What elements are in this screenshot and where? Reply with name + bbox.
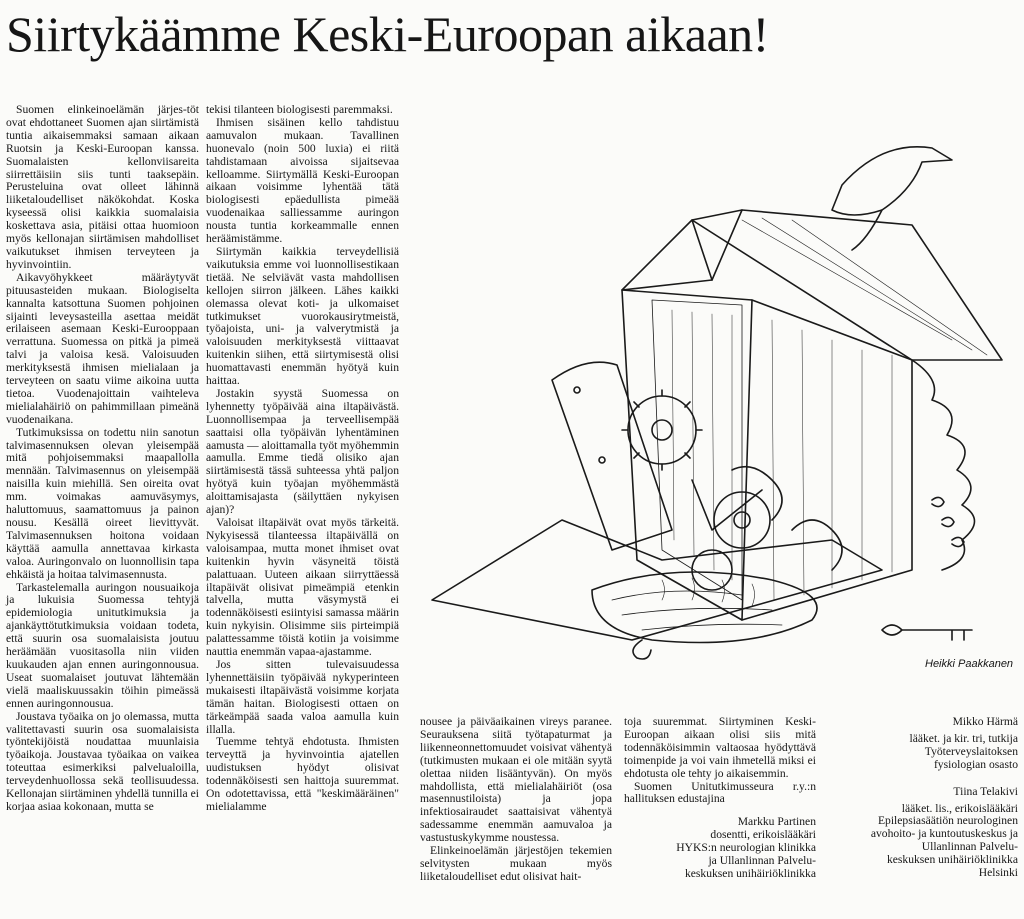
paragraph: Aikavyöhykkeet määräytyvät pituusasteiden mukaan. Biologiselta kannalta katsottuna Suomen pohjoinen sijainti leveysasteilla asettaa meidät erilaiseen asemaan Keski-Eurooppaan verrattuna. Suomessa on pitkä ja pimeä talvi ja valoisa kesä. Valoisuuden merkityksestä ihmisen mielialaan ja terveyteen on saatu viime aikoina uutta tietoa. Vuodenajoittain vaihteleva mielialahäiriö on pahimmillaan pimeänä vuodenaikana.: [6, 270, 199, 426]
paragraph: Suomen elinkeinoelämän järjes-töt ovat ehdottaneet Suomen ajan siirtämistä tuntia aikaisemmaksi samaan aikaan Ruotsin ja Keski-Euroopan kanssa. Suomalaisten kellonviisareita siirrettäisiin siis tunti taaksepäin. Perusteluina ovat olleet lähinnä liiketaloudelliset näkökohdat. Koska kyseessä olisi kaikkia suomalaisia koskettava asia, pitäisi ottaa huomioon myös kellonajan siirtämisen mahdolliset vaikutukset ihmisen terveyteen ja hyvinvointiin.: [6, 103, 199, 271]
signature-title: avohoito- ja kuntoutuskeskus ja: [870, 827, 1018, 841]
article-column-2: [206, 104, 399, 814]
paragraph: Elinkeinoelämän järjestöjen tekemien selvitysten mukaan myös liiketaloudelliset edut olisivat hait-: [420, 844, 612, 883]
paragraph: Jos sitten tulevaisuudessa lyhennettäisiin työpäivää nykyperinteen mukaisesti iltapäivästä voisimme korjata tämän haitan. Biologisesti ottaen on tärkeämpää saada valoa aamulla kuin illalla.: [206, 657, 399, 736]
headline: Siirtykäämme Keski-Euroopan aikaan!: [6, 6, 769, 62]
signature-title: keskuksen unihäiriöklinikka: [684, 866, 816, 880]
illustration-credit: Heikki Paakkanen: [925, 658, 1014, 670]
paragraph: Valoisat iltapäivät ovat myös tärkeitä. Nykyisessä tilanteessa iltapäivällä on valoisampaa, mutta monet ihmiset ovat kuitenkin hyvin väsyneitä töistä palattuaan. Uuteen aikaan siirryttäessä iltapäivät olisivat pimeämpiä etenkin talvella, mutta väsymystä ei todennäköisesti esiintyisi samassa määrin kuin nykyisin. Olisimme siis pirteimpiä palattessamme töistä kotiin ja voisimme nauttia enemmän vapaa-ajastamme.: [206, 516, 399, 659]
signature-name: Tiina Telakivi: [953, 784, 1018, 798]
article-column-5: [836, 716, 1018, 880]
signature-name: Mikko Härmä: [952, 715, 1018, 728]
paragraph: Siirtymän kaikkia terveydellisiä vaikutuksia emme voi luonnollisestikaan tietää. Ne selviävät vasta mahdollisen kellojen siirron jälkeen. Lähes kaikki olemassa olevat koti- ja ulkomaiset tutkimukset vuorokausirytmeistä, työajoista, uni- ja valverytmistä ja valoisuuden merkityksestä viittaavat kuitenkin siihen, että siirtymisestä olisi huomattavasti enemmän hyötyä kuin haittaa.: [206, 244, 399, 388]
roof-shape: [692, 210, 1002, 360]
article-column-3: [420, 716, 612, 884]
paragraph: Ihmisen sisäinen kello tahdistuu aamuvalon mukaan. Tavallinen huonevalo (noin 500 luxia) ei riitä tahdistamaan aivoissa sijaitsevaa kelloamme. Siirtymällä Keski-Euroopan aikaan voisimme lyhentää tätä biologisesti epäedullista pimeää vuodenaikaa salliessamme auringon nousta tuntia korkeammalle ennen heräämistämme.: [206, 115, 399, 246]
signature-title: lääket. lis., erikoislääkäri: [901, 801, 1018, 815]
article-column-1: [6, 104, 199, 814]
chain-shape: [932, 497, 964, 546]
paragraph: Tuemme tehtyä ehdotusta. Ihmisten terveyttä ja hyvinvointia ajatellen uudistuksen hyödyt olisivat todennäköisesti sen haittoja suuremmat. On odotettavissa, että "keskimääräinen" mielialamme: [206, 735, 399, 813]
signature-title: lääket. ja kir. tri, tutkija: [909, 731, 1018, 745]
paragraph: Suomen Unitutkimusseura r.y.:n hallituksen edustajina: [624, 779, 816, 806]
signature-title: Työterveyslaitoksen: [924, 744, 1018, 758]
paragraph: Tutkimuksissa on todettu niin sanotun talvimasennuksen olevan yleisempää mitä pohjoisemmaksi maapallolla mennään. Talvimasennus on yleisempää naisilla kuin miehillä. Sen oireita ovat mm. voimakas aamuväsymys, haluttomuus, saamattomuus ja painon nousu. Kesällä oireet lievittyvät. Talvimasennuksen hoitona voidaan käyttää aamulla annettavaa kirkasta valoa. Auringonvalo on luonnollisin tapa ehkäistä ja hoitaa talvimasennusta.: [6, 425, 199, 581]
paragraph: Tarkastelemalla auringon nousuaikoja ja lukuisia Suomessa tehtyjä epidemiologia unitutkimuksia ja ajankäyttötutkimuksia voidaan todeta, että suurin osa suomalaisista joutuu heräämään vuositasolla niin viiden kuukauden ajan ennen auringonnousua. Useat suomalaiset joutuvat lähtemään vielä maaliskuussakin töihin pimeässä ennen auringonnousua.: [6, 580, 199, 710]
signature-title: Ullanlinnan Palvelu-: [921, 840, 1018, 854]
signature-title: keskuksen unihäiriöklinikka: [886, 853, 1018, 867]
paragraph: Jostakin syystä Suomessa on lyhennetty työpäivää aina iltapäivästä. Luonnollisempaa ja terveellisempää saattaisi olla työpäivän lyhentäminen aamusta — aloittamalla työt myöhemmin aamulla. Emme tiedä olisiko ajan siirtämisestä tässä suhteessa yhtä paljon hyötyä kuin työajan myöhemmästä aloittamisajasta (säilyttäen nykyisen ajan)?: [206, 386, 399, 517]
key-icon: [882, 625, 972, 640]
fallen-door-shape: [552, 362, 672, 550]
signature-title: HYKS:n neurologian klinikka: [676, 841, 816, 855]
signature-title: fysiologian osasto: [933, 757, 1018, 771]
gear-icon: [622, 390, 702, 470]
paragraph: toja suuremmat. Siirtyminen Keski-Euroopan aikaan olisi siis mitä todennäköisimmin valtaosaa hyödyttävä toimenpide ja voi vain ihmetellä miksi ei ehdotusta ole tehty jo aikaisemmin.: [624, 715, 816, 780]
signature-name: Markku Partinen: [737, 815, 816, 829]
paragraph: tekisi tilanteen biologisesti paremmaksi.: [206, 103, 393, 116]
signature-title: dosentti, erikoislääkäri: [710, 828, 816, 842]
signature-title: ja Ullanlinnan Palvelu-: [708, 854, 816, 868]
signature-title: Epilepsiasäätiön neurologinen: [877, 814, 1018, 828]
base-plate-shape: [432, 520, 882, 640]
paragraph: Joustava työaika on jo olemassa, mutta valitettavasti suurin osa suomalaisista työntekijöistä noudattaa muunlaisia työaikoja. Joustavaa työaikaa on vaikea toteuttaa esimerkiksi palvelualoilla, terveydenhuollossa sekä teollisuudessa. Kellonajan siirtäminen yhdellä tunnilla ei korjaa asiaa kokonaan, mutta se: [6, 709, 199, 813]
paragraph: nousee ja päiväaikainen vireys paranee. Seurauksena siitä työtapaturmat ja liikenneonnettomuudet voisivat vähentyä (tutkimusten mukaan ei ole mitään syytä olettaa niiden lisääntyvän). On myös mahdollista, että mielialahäiriöt (osa masennustiloista) ja jopa infektiosairaudet saattaisivat vähentyä sadessamme enemmän aamuvaloa ja vastustuskykymme noustessa.: [420, 715, 612, 845]
article-column-4: [624, 716, 816, 881]
cuckoo-clock-illustration: [412, 100, 1024, 660]
cuckoo-bird-icon: [832, 147, 952, 215]
signature-title: Helsinki: [978, 866, 1018, 880]
